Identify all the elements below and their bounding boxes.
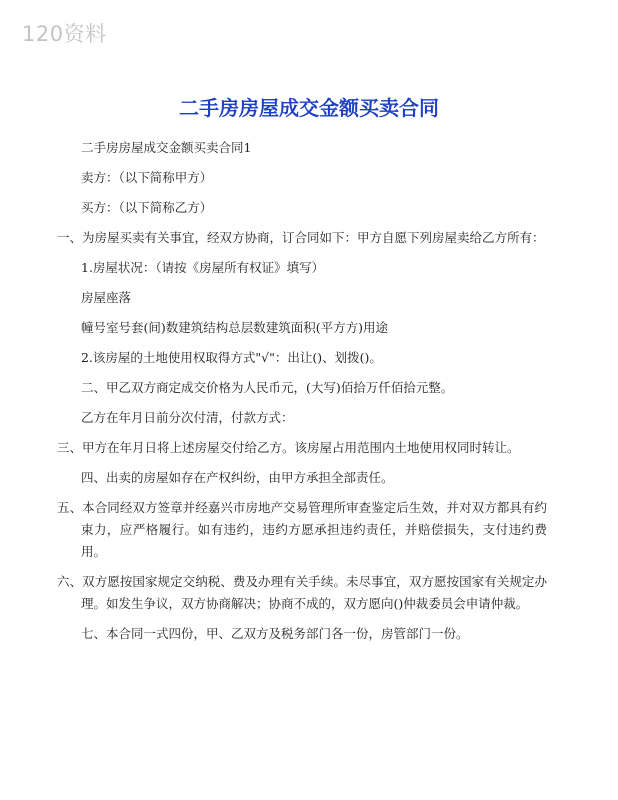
- paragraph-clause-3: 三、甲方在年月日将上述房屋交付给乙方。该房屋占用范围内土地使用权同时转让。: [57, 440, 520, 455]
- paragraph-clause-7: 七、本合同一式四份，甲、乙双方及税务部门各一份，房管部门一份。: [81, 626, 469, 641]
- paragraph-house-details: 幢号室号套(间)数建筑结构总层数建筑面积(平方方)用途: [81, 320, 389, 335]
- paragraph-clause-2: 二、甲乙双方商定成交价格为人民币元，(大写)佰拾万仟佰拾元整。: [81, 380, 454, 395]
- paragraph-seller: 卖方：（以下简称甲方）: [81, 170, 213, 185]
- paragraph-buyer: 买方：（以下简称乙方）: [81, 200, 213, 215]
- paragraph-land-use: 2.该房屋的土地使用权取得方式"√"：出让()、划拨()。: [81, 350, 382, 365]
- paragraph-house-status: 1.房屋状况：（请按《房屋所有权证》填写）: [81, 260, 325, 275]
- paragraph-clause-6: 六、双方愿按国家规定交纳税、费及办理有关手续。未尽事宜，双方愿按国家有关规定办理。如发生争议，双方协商解决；协商不成的，双方愿向()仲裁委员会申请仲裁。: [57, 574, 547, 611]
- paragraph-house-location: 房屋座落: [81, 290, 132, 305]
- document-title: 二手房房屋成交金额买卖合同: [179, 96, 439, 120]
- paragraph-heading: 二手房房屋成交金额买卖合同1: [81, 140, 252, 155]
- watermark: 120资料: [22, 22, 107, 46]
- paragraph-clause-5: 五、本合同经双方签章并经嘉兴市房地产交易管理所审查鉴定后生效，并对双方都具有约束力，应严格履行。如有违约，违约方愿承担违约责任，并赔偿损失，支付违约费用。: [57, 500, 547, 559]
- document-body: [57, 137, 547, 653]
- paragraph-payment: 乙方在年月日前分次付清，付款方式：: [81, 410, 294, 425]
- paragraph-clause-1: 一、为房屋买卖有关事宜，经双方协商，订合同如下：甲方自愿下列房屋卖给乙方所有：: [57, 230, 545, 245]
- paragraph-clause-4: 四、出卖的房屋如存在产权纠纷，由甲方承担全部责任。: [81, 470, 394, 485]
